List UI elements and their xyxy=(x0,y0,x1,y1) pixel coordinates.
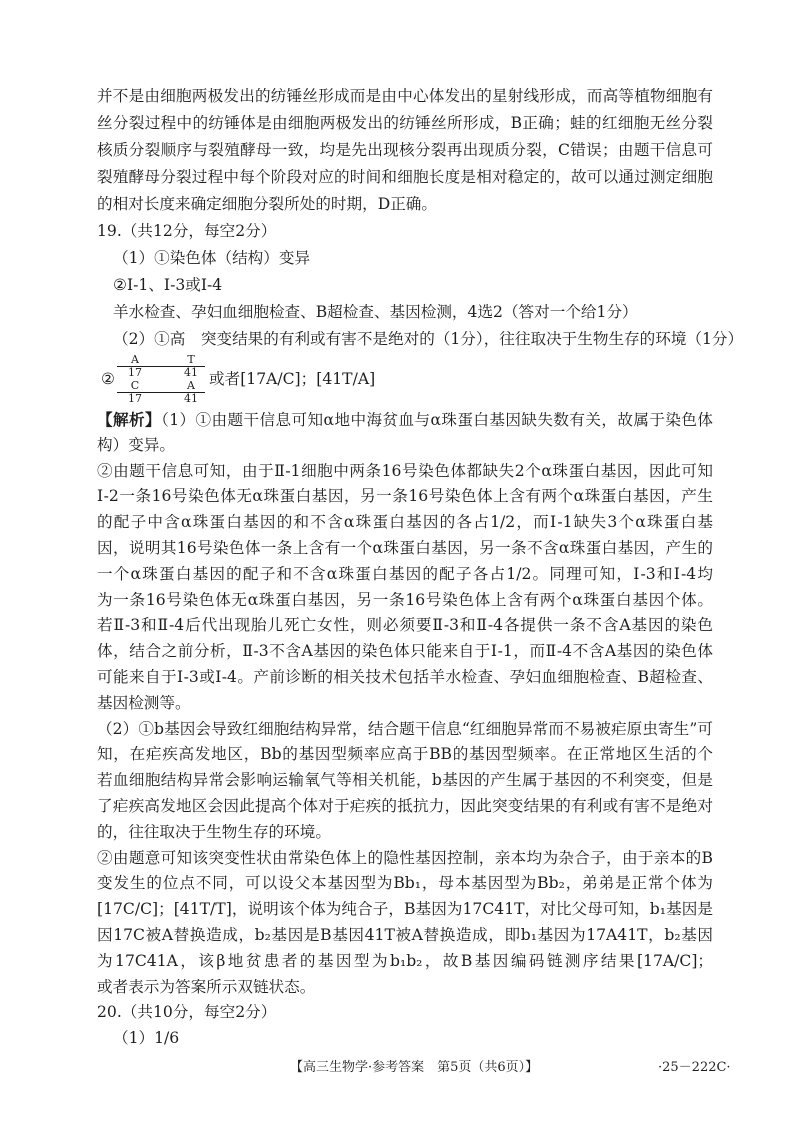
text-line: [17C/C]；[41T/T]，说明该个体为纯合子，B基因为17C41T，对比父母可知，b₁基因是 xyxy=(97,900,713,919)
text-line: Ⅰ-2一条16号染色体无α珠蛋白基因，另一条16号染色体上含有两个α珠蛋白基因，产生 xyxy=(97,487,713,506)
answer-text-block-top xyxy=(97,83,744,353)
text-line: 【解析】（1）①由题干信息可知α地中海贫血与α珠蛋白基因缺失数有关，故属于染色体 xyxy=(97,410,713,429)
text-line: 基因检测等。 xyxy=(97,693,191,712)
footer-code: ·25－222C· xyxy=(658,1060,731,1075)
text-line: 为一条16号染色体无α珠蛋白基因，另一条16号染色体上含有两个α珠蛋白基因个体。 xyxy=(97,590,713,609)
dna-sequence-diagram xyxy=(97,354,497,405)
text-line: 的，往往取决于生物生存的环境。 xyxy=(97,822,331,841)
text-line: （2）①b基因会导致红细胞结构异常，结合题干信息“红细胞异常而不易被疟原虫寄生”可 xyxy=(97,719,713,738)
text-line: 若血细胞结构异常会影响运输氧气等相关机能，b基因的产生属于基因的不利突变，但是 xyxy=(97,771,713,790)
text-line: 一个α珠蛋白基因的配子和不含α珠蛋白基因的配子各占1/2。同理可知，Ⅰ-3和Ⅰ-4均 xyxy=(97,564,713,583)
text-line: 核质分裂顺序与裂殖酵母一致，均是先出现核分裂再出现质分裂，C错误；由题干信息可 xyxy=(97,141,713,159)
text-line: 裂殖酵母分裂过程中每个阶段对应的时间和细胞长度是相对稳定的，故可以通过测定细胞 xyxy=(97,168,713,186)
text-line: 丝分裂过程中的纺锤体是由细胞两极发出的纺锤丝所形成，B正确；蛙的红细胞无丝分裂 xyxy=(97,114,713,132)
text-line: （2）①高 突变结果的有利或有害不是绝对的（1分），往往取决于生物生存的环境（1分） xyxy=(113,330,744,348)
analysis-label: 【解析】 xyxy=(97,410,161,429)
base-label: A xyxy=(131,353,139,366)
base-label: C xyxy=(130,379,140,392)
text-line: 构）变异。 xyxy=(97,435,175,454)
alternative-answer: 或者[17A/C]；[41T/A] xyxy=(209,370,376,388)
text-line: 羊水检查、孕妇血细胞检查、B超检查、基因检测，4选2（答对一个给1分） xyxy=(113,303,638,321)
text-line: 或者表示为答案所示双链状态。 xyxy=(97,977,316,996)
text-line: 20.（共10分，每空2分） xyxy=(97,1003,277,1022)
text-line: 并不是由细胞两极发出的纺锤丝形成而是由中心体发出的星射线形成，而高等植物细胞有 xyxy=(97,87,713,105)
position-label: 41 xyxy=(184,366,198,379)
text-line: ②由题干信息可知，由于Ⅱ-1细胞中两条16号染色体都缺失2个α珠蛋白基因，因此可知 xyxy=(97,461,713,480)
text-line: 知，在疟疾高发地区，Bb的基因型频率应高于BB的基因型频率。在正常地区生活的个 xyxy=(97,745,713,764)
base-label: A xyxy=(187,379,195,392)
answer-text-block-analysis xyxy=(97,407,713,1052)
text-line: 19.（共12分，每空2分） xyxy=(97,222,277,240)
text-line: 的相对长度来确定细胞分裂所处的时期，D正确。 xyxy=(97,195,437,213)
text-line: 了疟疾高发地区会因此提高个体对于疟疾的抵抗力，因此突变结果的有利或有害不是绝对 xyxy=(97,796,713,815)
text-line: （1）1/6 xyxy=(113,1029,180,1048)
position-label: 17 xyxy=(128,392,142,405)
base-label: T xyxy=(187,353,195,366)
text-line: 变发生的位点不同，可以设父本基因型为Bb₁，母本基因型为Bb₂，弟弟是正常个体为 xyxy=(97,874,713,893)
position-label: 17 xyxy=(128,366,142,379)
footer-title: 【高三生物学·参考答案 第5页（共6页）】 xyxy=(290,1060,539,1075)
text-line: 的配子中含α珠蛋白基因的和不含α珠蛋白基因的各占1/2，而Ⅰ-1缺失3个α珠蛋白基 xyxy=(97,513,713,532)
text-line: 因17C被A替换造成，b₂基因是B基因41T被A替换造成，即b₁基因为17A41T，b₂基因 xyxy=(97,925,713,944)
text-line: （1）①染色体（结构）变异 xyxy=(113,249,311,267)
text-line: 为17C41A，该β地贫患者的基因型为b₁b₂，故B基因编码链测序结果[17A/C]； xyxy=(97,951,713,970)
item-marker: ② xyxy=(101,370,115,388)
text-line: 可能来自于Ⅰ-3或Ⅰ-4。产前诊断的相关技术包括羊水检查、孕妇血细胞检查、B超检查、 xyxy=(97,667,713,686)
text-line: 体，结合之前分析，Ⅱ-3不含A基因的染色体只能来自于Ⅰ-1，而Ⅱ-4不含A基因的染色体 xyxy=(97,642,713,661)
text-line: ②由题意可知该突变性状由常染色体上的隐性基因控制，亲本均为杂合子，由于亲本的B xyxy=(97,848,713,867)
position-label: 41 xyxy=(184,392,198,405)
text-line: 若Ⅱ-3和Ⅱ-4后代出现胎儿死亡女性，则必须要Ⅱ-3和Ⅱ-4各提供一条不含A基因的染色 xyxy=(97,616,713,635)
text-line: ②Ⅰ-1、Ⅰ-3或Ⅰ-4 xyxy=(113,276,223,294)
text-line: 因，说明其16号染色体一条上含有一个α珠蛋白基因，另一条不含α珠蛋白基因，产生的 xyxy=(97,538,713,557)
